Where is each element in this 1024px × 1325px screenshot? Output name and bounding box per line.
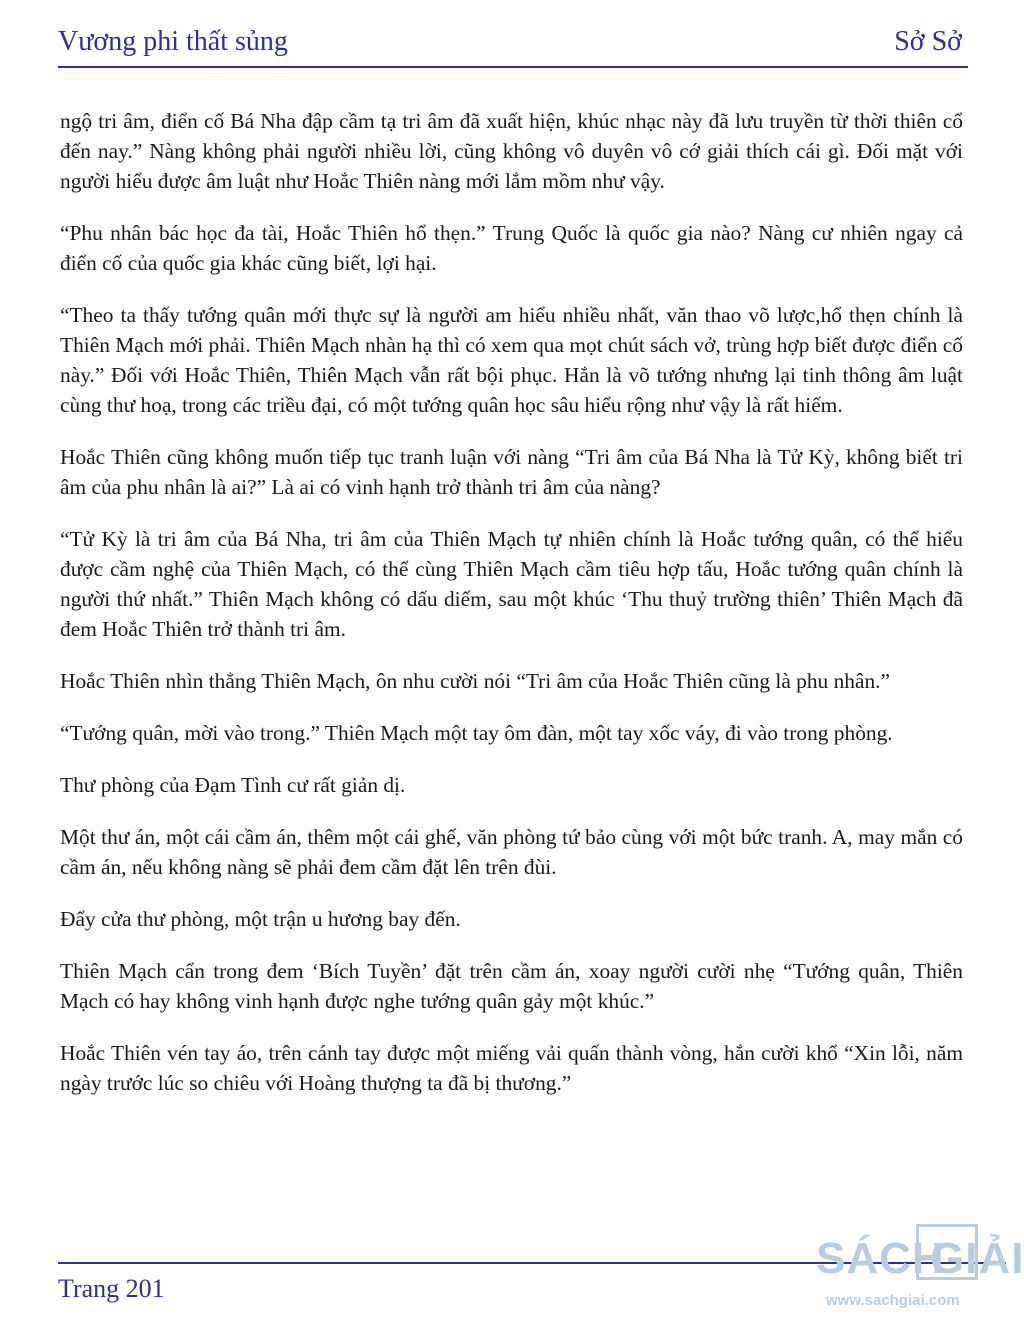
paragraph: Hoắc Thiên vén tay áo, trên cánh tay được một miếng vải quấn thành vòng, hắn cười khổ “Xin lỗi, năm ngày trước lúc so chiêu với Hoàng thượng ta đã bị thương.” — [60, 1041, 963, 1095]
page-header — [58, 22, 968, 68]
paragraph: Thiên Mạch cẩn trong đem ‘Bích Tuyền’ đặt trên cầm án, xoay người cười nhẹ “Tướng quân, Thiên Mạch có hay không vinh hạnh được nghe tướng quân gảy một khúc.” — [60, 959, 963, 1013]
book-title: Vương phi thất sủng — [58, 26, 288, 57]
paragraph: Đẩy cửa thư phòng, một trận u hương bay đến. — [60, 907, 461, 931]
paragraph: Hoắc Thiên nhìn thẳng Thiên Mạch, ôn nhu cười nói “Tri âm của Hoắc Thiên cũng là phu nhân.” — [60, 669, 891, 693]
author-name: Sở Sở — [894, 26, 962, 57]
watermark-text-left: SÁCH — [816, 1234, 945, 1283]
watermark-logo — [812, 1222, 1024, 1318]
paragraph: Một thư án, một cái cầm án, thêm một cái ghế, văn phòng tứ bảo cùng với một bức tranh. A, may mắn có cầm án, nếu không nàng sẽ phải đem cầm đặt lên trên đùi. — [60, 825, 963, 879]
watermark-url: www.sachgiai.com — [826, 1292, 960, 1309]
page-number: Trang 201 — [58, 1274, 165, 1303]
paragraph: Thư phòng của Đạm Tình cư rất giản dị. — [60, 773, 406, 797]
paragraph: “Tướng quân, mời vào trong.” Thiên Mạch một tay ôm đàn, một tay xốc váy, đi vào trong phòng. — [60, 721, 893, 745]
watermark-text-right: GIẢI — [930, 1234, 1024, 1283]
paragraph: “Tử Kỳ là tri âm của Bá Nha, tri âm của Thiên Mạch tự nhiên chính là Hoắc tướng quân, có thể hiểu được cầm nghệ của Thiên Mạch, có thể cùng Thiên Mạch cầm tiêu hợp tấu, Hoắc tướng quân chính là người thứ nhất.” Thiên Mạch không có dấu diếm, sau một khúc ‘Thu thuỷ trường thiên’ Thiên Mạch đã đem Hoắc Thiên trở thành tri âm. — [60, 527, 963, 641]
page-content — [60, 106, 963, 1120]
paragraph: “Theo ta thấy tướng quân mới thực sự là người am hiểu nhiều nhất, văn thao võ lược,hổ thẹn chính là Thiên Mạch mới phải. Thiên Mạch nhàn hạ thì có xem qua mọt chút sách vở, trùng hợp biết được điển cố này.” Đối với Hoắc Thiên, Thiên Mạch vẫn rất bội phục. Hắn là võ tướng nhưng lại tinh thông âm luật cùng thư hoạ, trong các triều đại, có một tướng quân học sâu hiểu rộng như vậy là rất hiếm. — [60, 303, 963, 417]
paragraph: “Phu nhân bác học đa tài, Hoắc Thiên hổ thẹn.” Trung Quốc là quốc gia nào? Nàng cư nhiên ngay cả điển cố của quốc gia khác cũng biết, lợi hại. — [60, 221, 963, 275]
paragraph: Hoắc Thiên cũng không muốn tiếp tục tranh luận với nàng “Tri âm của Bá Nha là Tử Kỳ, không biết tri âm của phu nhân là ai?” Là ai có vinh hạnh trở thành tri âm của nàng? — [60, 445, 963, 499]
paragraph: ngộ tri âm, điển cố Bá Nha đập cầm tạ tri âm đã xuất hiện, khúc nhạc này đã lưu truyền từ thời thiên cổ đến nay.” Nàng không phải người nhiều lời, cũng không vô duyên vô cớ giải thích cái gì. Đối mặt với người hiểu được âm luật như Hoắc Thiên nàng mới lắm mồm như vậy. — [60, 109, 963, 193]
